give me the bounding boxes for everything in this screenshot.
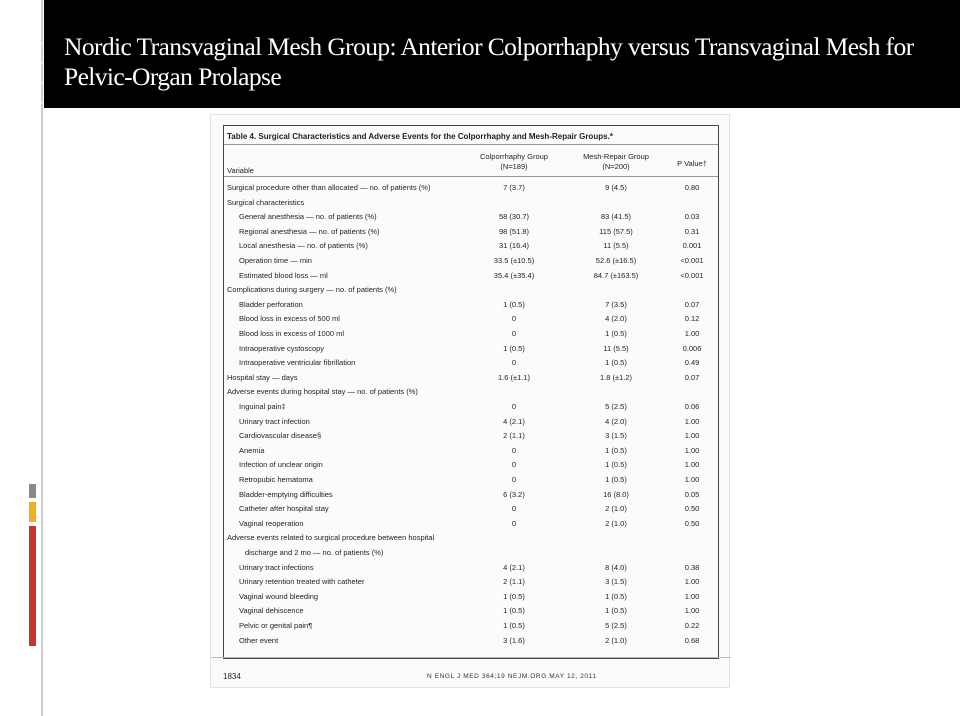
row-label: Urinary retention treated with catheter [239, 577, 365, 587]
table-row [224, 591, 718, 603]
row-label: Adverse events during hospital stay — no. of patients (%) [227, 387, 418, 397]
colporrhaphy-value: 33.5 (±10.5) [493, 256, 535, 265]
p-value: <0.001 [680, 270, 704, 280]
row-label: Local anesthesia — no. of patients (%) [239, 241, 368, 251]
table-row [224, 197, 718, 209]
mesh-repair-value: 115 (57.5) [599, 226, 633, 236]
colporrhaphy-value: 0 [511, 518, 517, 528]
p-value: 1.00 [684, 475, 700, 484]
colporrhaphy-value: 0 [511, 402, 517, 411]
table-row [224, 503, 718, 515]
table-row [224, 240, 718, 252]
p-value: 1.00 [684, 416, 700, 426]
table-row [224, 299, 718, 311]
row-label: Intraoperative ventricular fibrillation [239, 358, 356, 368]
row-label: Bladder-emptying difficulties [239, 489, 333, 499]
table-row [224, 416, 718, 428]
scanned-table-image [210, 114, 730, 688]
table-row [224, 284, 718, 296]
colporrhaphy-value: 6 (3.2) [503, 489, 525, 499]
table-row [224, 532, 718, 544]
row-label: Vaginal dehiscence [239, 606, 304, 616]
row-label: Catheter after hospital stay [239, 504, 329, 514]
table-row [224, 489, 718, 501]
mesh-repair-value: 1 (0.5) [605, 460, 627, 470]
row-label: Adverse events related to surgical procedure between hospital [227, 533, 435, 543]
mesh-repair-value: 9 (4.5) [605, 183, 627, 192]
p-value: 0.80 [684, 183, 700, 192]
row-label: Hospital stay — days [227, 372, 298, 382]
mesh-repair-value: 1.8 (±1.2) [599, 372, 633, 382]
row-label: Infection of unclear origin [239, 460, 323, 470]
colporrhaphy-value: 1.6 (±1.1) [497, 372, 531, 382]
row-label: Inguinal pain‡ [239, 402, 286, 411]
slide-title: Nordic Transvaginal Mesh Group: Anterior Colporrhaphy versus Transvaginal Mesh for Pelvic-Organ Prolapse [64, 32, 914, 91]
table-row [224, 372, 718, 384]
table-row [224, 343, 718, 355]
table-row [224, 430, 718, 442]
mesh-repair-value: 4 (2.0) [605, 314, 627, 324]
p-value: 0.31 [684, 226, 700, 236]
mesh-repair-value: 2 (1.0) [605, 504, 627, 514]
mesh-repair-value: 3 (1.5) [605, 431, 627, 441]
p-value: 1.00 [684, 591, 700, 601]
header-rule [224, 176, 718, 177]
mesh-repair-value: 5 (2.5) [605, 402, 627, 411]
p-value: 0.07 [684, 372, 700, 382]
row-label: Surgical procedure other than allocated — no. of patients (%) [227, 183, 431, 192]
table-row [224, 445, 718, 457]
row-label: discharge and 2 mo — no. of patients (%) [245, 548, 384, 557]
colporrhaphy-value: 31 (16.4) [498, 241, 530, 251]
row-label: Regional anesthesia — no. of patients (%) [239, 226, 380, 236]
colporrhaphy-value: 0 [511, 445, 517, 455]
row-label: Surgical characteristics [227, 197, 305, 207]
table-row [224, 474, 718, 486]
colporrhaphy-value: 3 (1.6) [503, 635, 525, 645]
colporrhaphy-value: 2 (1.1) [503, 431, 525, 441]
colporrhaphy-value: 35.4 (±35.4) [493, 270, 535, 280]
mesh-repair-value: 84.7 (±163.5) [593, 270, 639, 280]
sidebar-block-yellow [29, 502, 36, 522]
table-row [224, 620, 718, 632]
colporrhaphy-value: 2 (1.1) [503, 577, 525, 587]
p-value: 1.00 [684, 329, 700, 338]
p-value: 0.12 [684, 314, 700, 324]
p-value: 1.00 [684, 577, 700, 587]
colporrhaphy-value: 0 [511, 329, 517, 338]
colporrhaphy-value: 98 (51.8) [498, 226, 530, 236]
p-value: 0.49 [684, 358, 700, 368]
p-value: 0.05 [684, 489, 700, 499]
p-value: 0.38 [684, 562, 700, 572]
table-row [224, 576, 718, 588]
colporrhaphy-value: 1 (0.5) [503, 591, 525, 601]
p-value: 0.03 [684, 212, 700, 222]
colporrhaphy-value: 0 [511, 460, 517, 470]
row-label: Cardiovascular disease§ [239, 431, 322, 441]
p-value: 0.50 [684, 518, 700, 528]
table-row [224, 605, 718, 617]
colporrhaphy-value: 1 (0.5) [503, 606, 525, 616]
table-row [224, 386, 718, 398]
row-label: Estimated blood loss — ml [239, 270, 328, 280]
grid-decoration-icon [0, 42, 44, 116]
row-label: Vaginal wound bleeding [239, 591, 319, 601]
p-value: 0.06 [684, 402, 700, 411]
mesh-repair-value: 1 (0.5) [605, 475, 627, 484]
sidebar-block-red [29, 526, 36, 646]
colporrhaphy-value: 7 (3.7) [503, 183, 525, 192]
sidebar-block-gray [29, 484, 36, 498]
header-mesh-repair: Mesh-Repair Group (N=200) [583, 152, 649, 171]
table-row [224, 401, 718, 413]
mesh-repair-value: 7 (3.5) [605, 299, 627, 309]
p-value: 1.00 [684, 431, 700, 441]
row-label: Operation time — min [239, 256, 312, 265]
p-value: 0.50 [684, 504, 700, 514]
p-value: 0.22 [684, 621, 700, 630]
mesh-repair-value: 4 (2.0) [605, 416, 627, 426]
row-label: Anemia [239, 445, 265, 455]
mesh-repair-value: 52.6 (±16.5) [595, 256, 637, 265]
table-row [224, 635, 718, 647]
colporrhaphy-value: 1 (0.5) [503, 343, 525, 353]
table-row [224, 211, 718, 223]
table-frame [223, 125, 719, 659]
mesh-repair-value: 2 (1.0) [605, 635, 627, 645]
table-row [224, 518, 718, 530]
row-label: Pelvic or genital pain¶ [239, 621, 313, 630]
row-label: Intraoperative cystoscopy [239, 343, 325, 353]
table-row [224, 357, 718, 369]
colporrhaphy-value: 0 [511, 475, 517, 484]
p-value: <0.001 [680, 256, 704, 265]
colporrhaphy-value: 0 [511, 314, 517, 324]
table-row [224, 547, 718, 559]
row-label: Blood loss in excess of 1000 ml [239, 329, 345, 338]
p-value: 0.006 [682, 343, 702, 353]
row-label: Vaginal reoperation [239, 518, 304, 528]
row-label: Other event [239, 635, 279, 645]
row-label: Blood loss in excess of 500 ml [239, 314, 340, 324]
row-label: Complications during surgery — no. of patients (%) [227, 285, 397, 295]
mesh-repair-value: 1 (0.5) [605, 591, 627, 601]
mesh-repair-value: 8 (4.0) [605, 562, 627, 572]
colporrhaphy-value: 1 (0.5) [503, 621, 525, 630]
colporrhaphy-value: 1 (0.5) [503, 299, 525, 309]
p-value: 0.68 [684, 635, 700, 645]
mesh-repair-value: 3 (1.5) [605, 577, 627, 587]
page-number: 1834 [223, 672, 241, 681]
colporrhaphy-value: 4 (2.1) [503, 416, 525, 426]
slide-header [44, 0, 960, 108]
mesh-repair-value: 2 (1.0) [605, 518, 627, 528]
header-p-value: P Value† [677, 159, 707, 168]
mesh-repair-value: 1 (0.5) [605, 329, 627, 338]
p-value: 1.00 [684, 606, 700, 616]
mesh-repair-value: 83 (41.5) [600, 212, 632, 222]
colporrhaphy-value: 0 [511, 504, 517, 514]
header-colporrhaphy: Colporrhaphy Group (N=189) [480, 152, 548, 171]
row-label: General anesthesia — no. of patients (%) [239, 212, 377, 222]
journal-citation: N ENGL J MED 364;19 NEJM.ORG MAY 12, 2011 [427, 673, 597, 680]
mesh-repair-value: 1 (0.5) [605, 445, 627, 455]
colporrhaphy-value: 0 [511, 358, 517, 368]
table-row [224, 226, 718, 238]
colporrhaphy-value: 4 (2.1) [503, 562, 525, 572]
p-value: 0.07 [684, 299, 700, 309]
mesh-repair-value: 16 (8.0) [603, 489, 629, 499]
p-value: 1.00 [684, 460, 700, 470]
row-label: Retropubic hematoma [239, 475, 313, 484]
mesh-repair-value: 1 (0.5) [605, 358, 627, 368]
row-label: Urinary tract infection [239, 416, 310, 426]
header-variable: Variable [227, 166, 254, 175]
table-caption: Table 4. Surgical Characteristics and Adverse Events for the Colporrhaphy and Mesh-Repair Groups.* [227, 132, 613, 141]
footer-rule [211, 657, 731, 658]
row-label: Urinary tract infections [239, 562, 314, 572]
mesh-repair-value: 5 (2.5) [605, 621, 627, 630]
table-row [224, 255, 718, 267]
table-row [224, 313, 718, 325]
mesh-repair-value: 11 (5.5) [603, 343, 629, 353]
p-value: 1.00 [684, 445, 700, 455]
caption-rule [224, 144, 718, 145]
table-row [224, 270, 718, 282]
row-label: Bladder perforation [239, 299, 303, 309]
p-value: 0.001 [682, 241, 702, 251]
colporrhaphy-value: 58 (30.7) [498, 212, 530, 222]
table-row [224, 328, 718, 340]
table-row [224, 562, 718, 574]
mesh-repair-value: 11 (5.5) [603, 241, 629, 251]
table-row [224, 459, 718, 471]
mesh-repair-value: 1 (0.5) [605, 606, 627, 616]
table-row [224, 182, 718, 194]
